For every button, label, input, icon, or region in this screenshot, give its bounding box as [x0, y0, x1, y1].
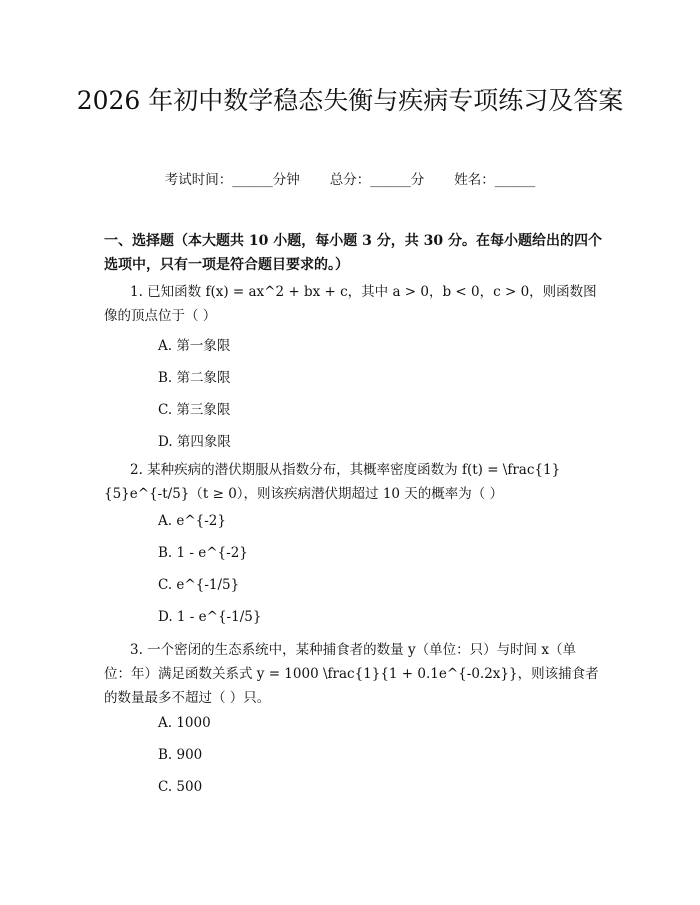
question-3 [104, 638, 602, 710]
question-text: 3. 一个密闭的生态系统中，某种捕食者的数量 y（单位：只）与时间 x（单位：年）满足函数关系式 y = 1000 \frac{1}{1 + 0.1e^{-0.2x}}，则该捕食者的数量最多不超过（ ）只。 [104, 642, 599, 706]
section-heading: 一、选择题（本大题共 10 小题，每小题 3 分，共 30 分。在每小题给出的四个选项中，只有一项是符合题目要求的。） [104, 233, 602, 273]
option-b: B. 第二象限 [158, 370, 231, 386]
total-score-field: 总分：______分 [329, 172, 425, 188]
option-c: C. 500 [158, 779, 203, 795]
option-d: D. 第四象限 [158, 434, 231, 450]
exam-meta [0, 168, 700, 188]
option-a: A. e^{-2} [158, 513, 226, 529]
option-d: D. 1 - e^{-1/5} [158, 609, 262, 625]
name-field: 姓名：______ [454, 172, 536, 188]
option-c: C. 第三象限 [158, 402, 231, 418]
option-a: A. 第一象限 [158, 338, 231, 354]
question-text: 1. 已知函数 f(x) = ax^2 + bx + c，其中 a > 0，b < 0，c > 0，则函数图像的顶点位于（ ） [104, 284, 597, 324]
question-1 [104, 280, 602, 328]
exam-time-field: 考试时间：______分钟 [164, 172, 300, 188]
option-b: B. 1 - e^{-2} [158, 545, 248, 561]
question-2 [104, 458, 602, 506]
question-text: 2. 某种疾病的潜伏期服从指数分布，其概率密度函数为 f(t) = \frac{1}{5}e^{-t/5}（t ≥ 0），则该疾病潜伏期超过 10 天的概率为（ ） [104, 462, 561, 502]
page-title: 2026 年初中数学稳态失衡与疾病专项练习及答案 [76, 86, 624, 115]
option-a: A. 1000 [158, 715, 211, 731]
option-b: B. 900 [158, 747, 203, 763]
option-c: C. e^{-1/5} [158, 577, 240, 593]
